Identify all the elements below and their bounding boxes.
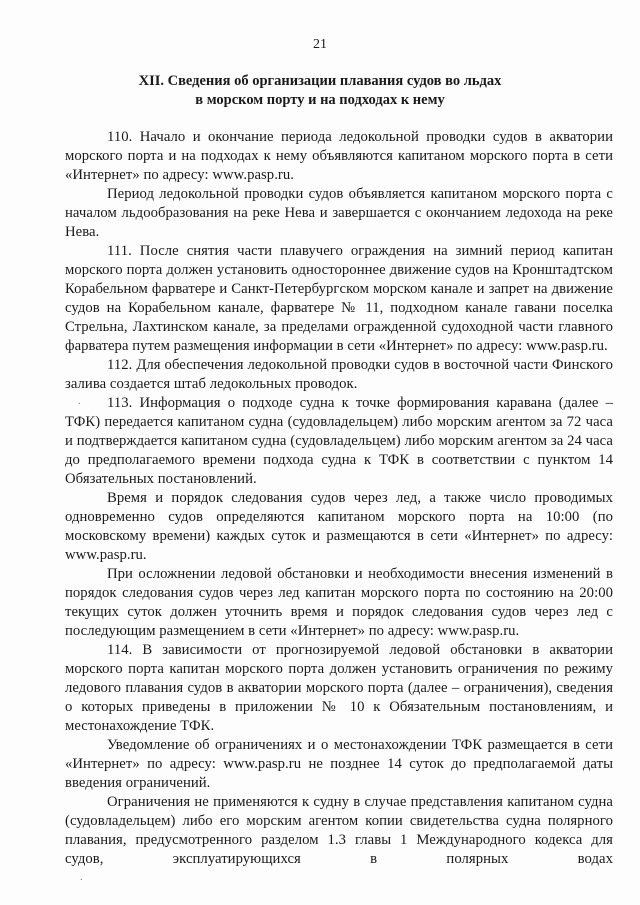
paragraph-110-continued: Период ледокольной проводки судов объявляется капитаном морского порта с началом льдообразования на реке Нева и завершается с окончанием ледохода на реке Нева.: [65, 186, 613, 240]
section-heading-line-1: XII. Сведения об организации плавания судов во льдах: [138, 73, 502, 89]
page-number: 21: [313, 37, 327, 52]
paragraph-114-notice: Уведомление об ограничениях и о местонахождении ТФК размещается в сети «Интернет» по адресу: www.pasp.ru не позднее 14 суток до предполагаемой даты введения ограничений.: [65, 737, 613, 791]
paragraph-111: 111. После снятия части плавучего ограждения на зимний период капитан морского порта должен установить одностороннее движение судов на Кронштадтском Корабельном фарватере и Санкт-Петербургском морском канале и запрет на движение судов на Корабельном канале, фарватере № 11, подходном канале гавани поселка Стрельна, Лахтинском канале, за пределами огражденной судоходной части главного фарватера путем размещения информации в сети «Интернет» по адресу: www.pasp.ru.: [65, 243, 613, 354]
scan-speck: .: [78, 396, 81, 407]
paragraph-110: 110. Начало и окончание периода ледокольной проводки судов в акватории морского порта и на подходах к нему объявляются капитаном морского порта в сети «Интернет» по адресу: www.pasp.ru.: [65, 129, 613, 183]
paragraph-114-exemption: Ограничения не применяются к судну в случае представления капитаном судна (судовладельцем) либо его морским агентом копии свидетельства судна полярного плавания, предусмотренного разделом 1.3 главы 1 Международного кодекса для судов, эксплуатирующихся в полярных водах: [65, 794, 613, 867]
paragraph-112: 112. Для обеспечения ледокольной проводки судов в восточной части Финского залива создается штаб ледокольных проводок.: [65, 357, 613, 392]
paragraph-114: 114. В зависимости от прогнозируемой ледовой обстановки в акватории морского порта капитан морского порта должен установить ограничения по режиму ледового плавания судов в акватории морского порта (далее – ограничения), сведения о которых приведены в приложении № 10 к Обязательным постановлениям, и местонахождение ТФК.: [65, 642, 613, 734]
paragraph-113-schedule: Время и порядок следования судов через лед, а также число проводимых одновременно судов определяются капитаном морского порта на 10:00 (по московскому времени) каждых суток и размещаются в сети «Интернет» по адресу: www.pasp.ru.: [65, 490, 613, 563]
paragraph-113: 113. Информация о подходе судна к точке формирования каравана (далее – ТФК) передается капитаном судна (судовладельцем) либо морским агентом за 72 часа и подтверждается капитаном судна (судовладельцем) либо морским агентом за 24 часа до предполагаемого времени подхода судна к ТФК в соответствии с пунктом 14 Обязательных постановлений.: [65, 395, 613, 487]
paragraph-113-changes: При осложнении ледовой обстановки и необходимости внесения изменений в порядок следования судов через лед капитан морского порта по состоянию на 20:00 текущих суток должен уточнить время и порядок следования судов через лед с последующим размещением в сети «Интернет» по адресу: www.pasp.ru.: [65, 566, 613, 639]
section-heading: [60, 72, 580, 110]
document-body: [65, 128, 613, 869]
scan-speck: .: [80, 872, 83, 883]
section-heading-line-2: в морском порту и на подходах к нему: [195, 92, 445, 108]
